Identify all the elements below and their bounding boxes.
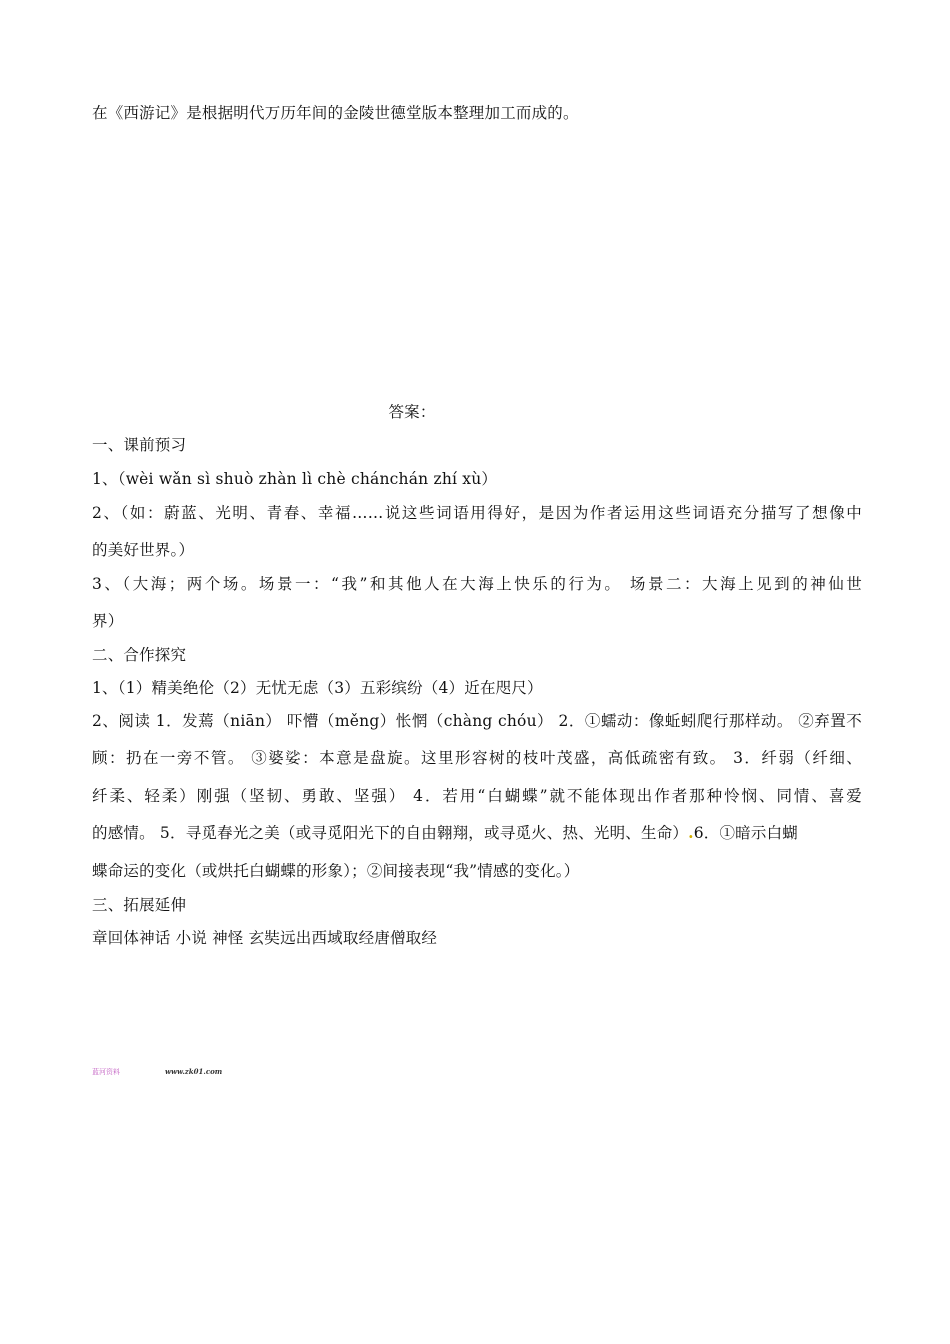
section2-q2-line5: 蝶命运的变化（或烘托白蝴蝶的形象）；②间接表现“我”情感的变化。） [92,862,580,880]
watermark-right: www.zk01.com [165,1067,223,1076]
section1-q2-line1: 2、（如：蔚蓝、光明、青春、幸福……说这些词语用得好，是因为作者运用这些词语充分描写了想像中 [92,504,862,522]
section2-q2-line1: 2、阅读 1．发蔫（niān） 吓懵（měng）怅惘（chàng chóu） 2．①蠕动：像蚯蚓爬行那样动。 ②弃置不 [92,712,862,730]
section2-heading: 二、合作探究 [92,646,187,664]
section2-q2-line3: 纤柔、轻柔）刚强（坚韧、勇敢、坚强） 4．若用“白蝴蝶”就不能体现出作者那种怜悯、同情、喜爱 [92,787,862,805]
section2-q2-line4 [92,823,862,843]
section2-q2-line4-part-a: 的感情。 5．寻觅春光之美（或寻觅阳光下的自由翱翔，或寻觅火、热、光明、生命） [92,824,689,842]
answers-title: 答案： [388,403,436,421]
section1-q3-line2: 界） [92,612,124,630]
highlight-dot: . [688,823,694,842]
section2-q1: 1、（1）精美绝伦（2）无忧无虑（3）五彩缤纷（4）近在咫尺） [92,679,543,697]
section1-q2-line2: 的美好世界。） [92,541,195,559]
section2-q2-line2: 顾：扔在一旁不管。 ③婆娑：本意是盘旋。这里形容树的枝叶茂盛，高低疏密有致。 3．纤弱（纤细、 [92,749,862,767]
section1-q3-line1: 3、（大海；两个场。场景一：“我”和其他人在大海上快乐的行为。 场景二：大海上见到的神仙世 [92,575,862,593]
section1-heading: 一、课前预习 [92,436,187,454]
section3-heading: 三、拓展延伸 [92,896,187,914]
intro-text: 在《西游记》是根据明代万历年间的金陵世德堂版本整理加工而成的。 [92,104,579,122]
watermark-left: 蓝河资料 [92,1068,120,1076]
section2-q2-line4-part-b: 6．①暗示白蝴 [693,824,798,842]
section1-q1: 1、（wèi wǎn sì shuò zhàn lì chè chánchán zhí xù） [92,470,498,488]
section3-answer: 章回体神话 小说 神怪 玄奘远出西域取经唐僧取经 [92,929,438,947]
